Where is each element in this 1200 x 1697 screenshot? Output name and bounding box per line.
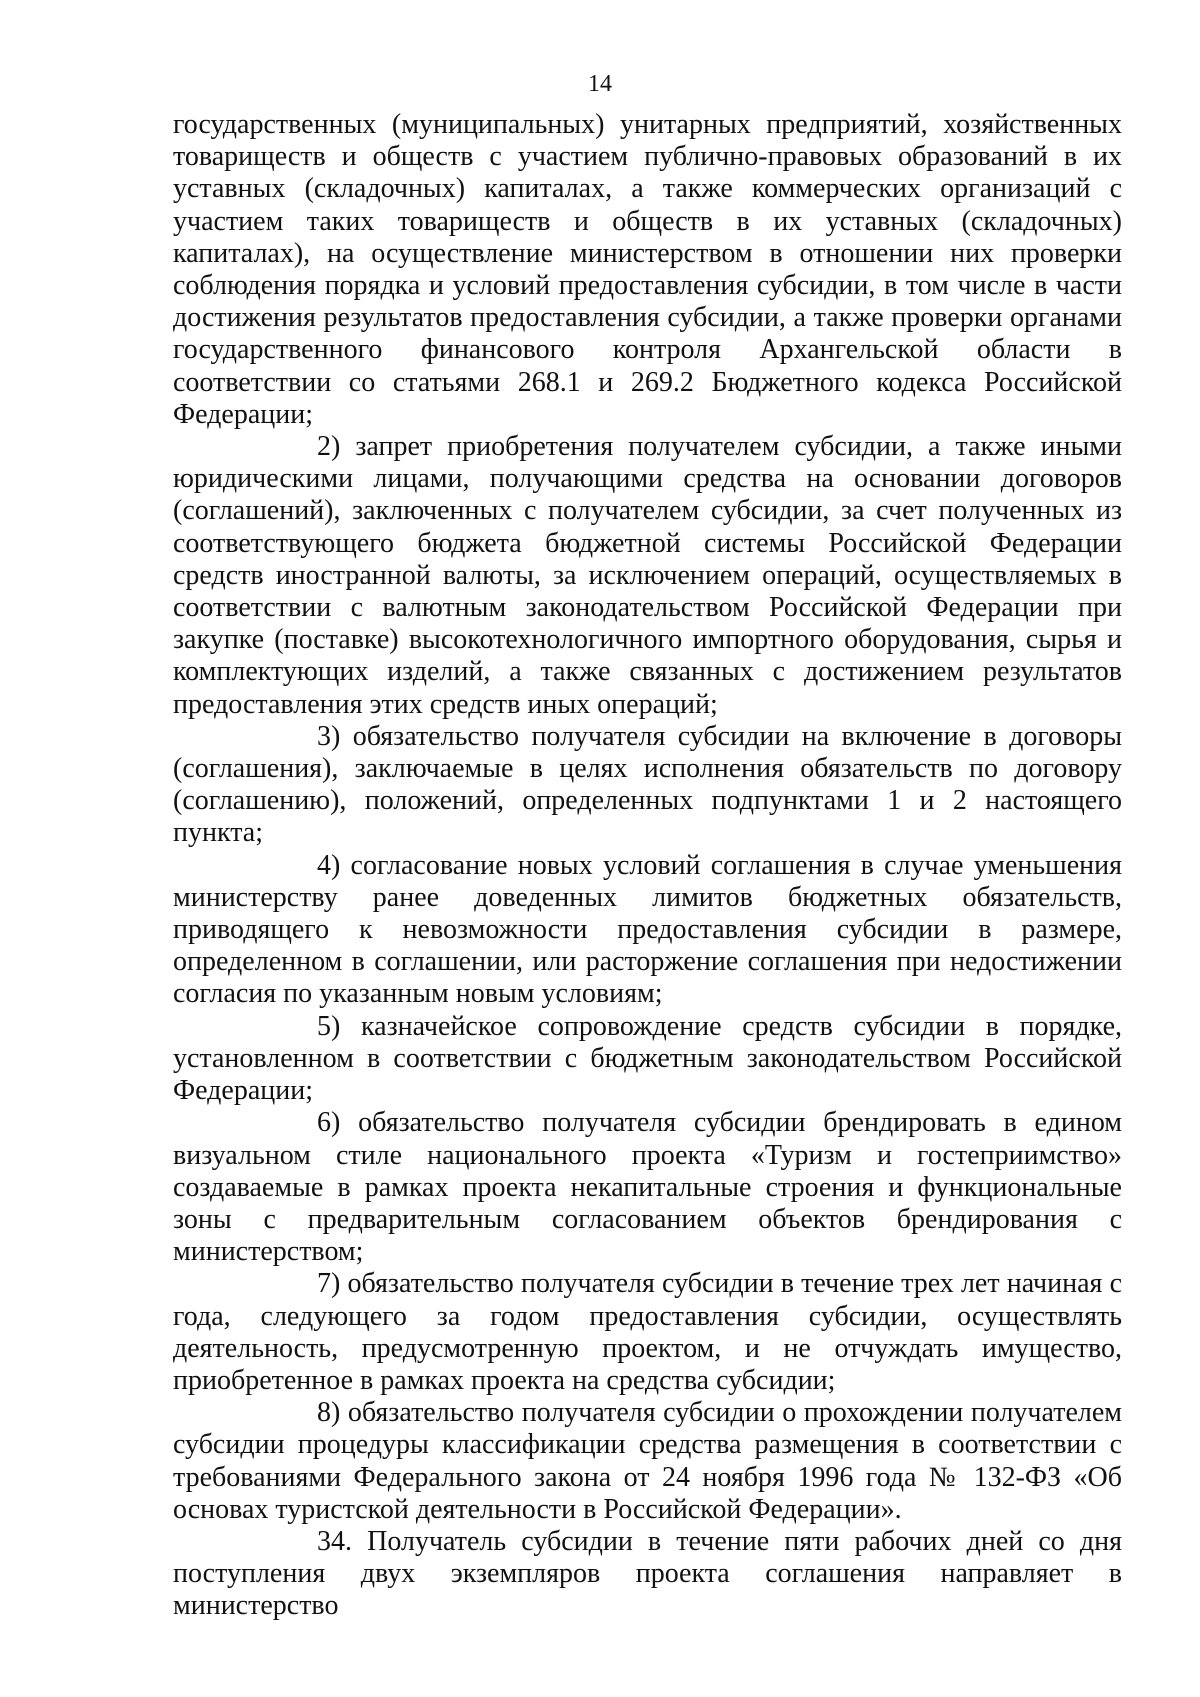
list-item-5 xyxy=(173,1011,1122,1108)
list-marker: 8) xyxy=(317,1397,341,1429)
paragraph-text: обязательство получателя субсидии на включение в договоры (соглашения), заключаемые в целях исполнения обязательств по договору (соглашению), положений, определенных подпунктами 1 и 2 настоящего пункта; xyxy=(173,720,1123,849)
paragraph-text: обязательство получателя субсидии в течение трех лет начиная с года, следующего за годом предоставления субсидии, осуществлять деятельность, предусмотренную проектом, и не отчуждать имущество, приобретенное в рамках проекта на средства субсидии; xyxy=(173,1268,1123,1396)
list-item-7 xyxy=(173,1268,1122,1397)
list-marker: 6) xyxy=(317,1107,341,1139)
list-marker: 3) xyxy=(317,720,341,752)
paragraph-text: Получатель субсидии в течение пяти рабочих дней со дня поступления двух экземпляров проекта соглашения направляет в министерство xyxy=(173,1525,1123,1622)
document-body xyxy=(173,109,1122,1623)
list-marker: 5) xyxy=(317,1010,341,1042)
paragraph-text: запрет приобретения получателем субсидии, а также иными юридическими лицами, получающими средства на основании договоров (соглашений), заключенных с получателем субсидии, за счет полученных из соответствующего бюджета бюджетной системы Российской Федерации средств иностранной валюты, за исключением операций, осуществляемых в соответствии с валютным законодательством Российской Федерации при закупке (поставке) высокотехнологичного импортного оборудования, сырья и комплектующих изделий, а также связанных с достижением результатов предоставления этих средств иных операций; xyxy=(173,431,1122,720)
list-marker: 2) xyxy=(317,431,341,463)
list-item-8 xyxy=(173,1397,1122,1526)
paragraph-text: казначейское сопровождение средств субсидии в порядке, установленном в соответствии с бюджетным законодательством Российской Федерации; xyxy=(173,1010,1122,1107)
paragraph-text: согласование новых условий соглашения в случае уменьшения министерству ранее доведенных лимитов бюджетных обязательств, приводящего к невозможности предоставления субсидии в размере, определенном в соглашении, или расторжение соглашения при недостижении согласия по указанным новым условиям; xyxy=(173,849,1122,1010)
list-item-2 xyxy=(173,431,1122,721)
list-item-4 xyxy=(173,850,1122,1011)
paragraph-continuation xyxy=(173,109,1122,431)
paragraph-text: государственных (муниципальных) унитарных предприятий, хозяйственных товариществ и обществ с участием публично-правовых образований в их уставных (складочных) капиталах, а также коммерческих организаций с участием таких товариществ и обществ в их уставных (складочных) капиталах), на осуществление министерством в отношении них проверки соблюдения порядка и условий предоставления субсидии, в том числе в части достижения результатов предоставления субсидии, а также проверки органами государственного финансового контроля Архангельской области в соответствии со статьями 268.1 и 269.2 Бюджетного кодекса Российской Федерации; xyxy=(173,109,1122,430)
section-34 xyxy=(173,1526,1122,1623)
section-marker: 34. xyxy=(317,1525,352,1557)
list-item-3 xyxy=(173,721,1122,850)
list-marker: 4) xyxy=(317,849,341,881)
paragraph-text: обязательство получателя субсидии брендировать в едином визуальном стиле национального проекта «Туризм и гостеприимство» создаваемые в рамках проекта некапитальные строения и функциональные зоны с предварительным согласованием объектов брендирования с министерством; xyxy=(173,1107,1123,1268)
list-marker: 7) xyxy=(317,1268,341,1300)
list-item-6 xyxy=(173,1107,1122,1268)
paragraph-text: обязательство получателя субсидии о прохождении получателем субсидии процедуры классификации средства размещения в соответствии с требованиями Федерального закона от 24 ноября 1996 года № 132-ФЗ «Об основах туристской деятельности в Российской Федерации». xyxy=(173,1397,1122,1525)
page-number: 14 xyxy=(588,71,612,97)
